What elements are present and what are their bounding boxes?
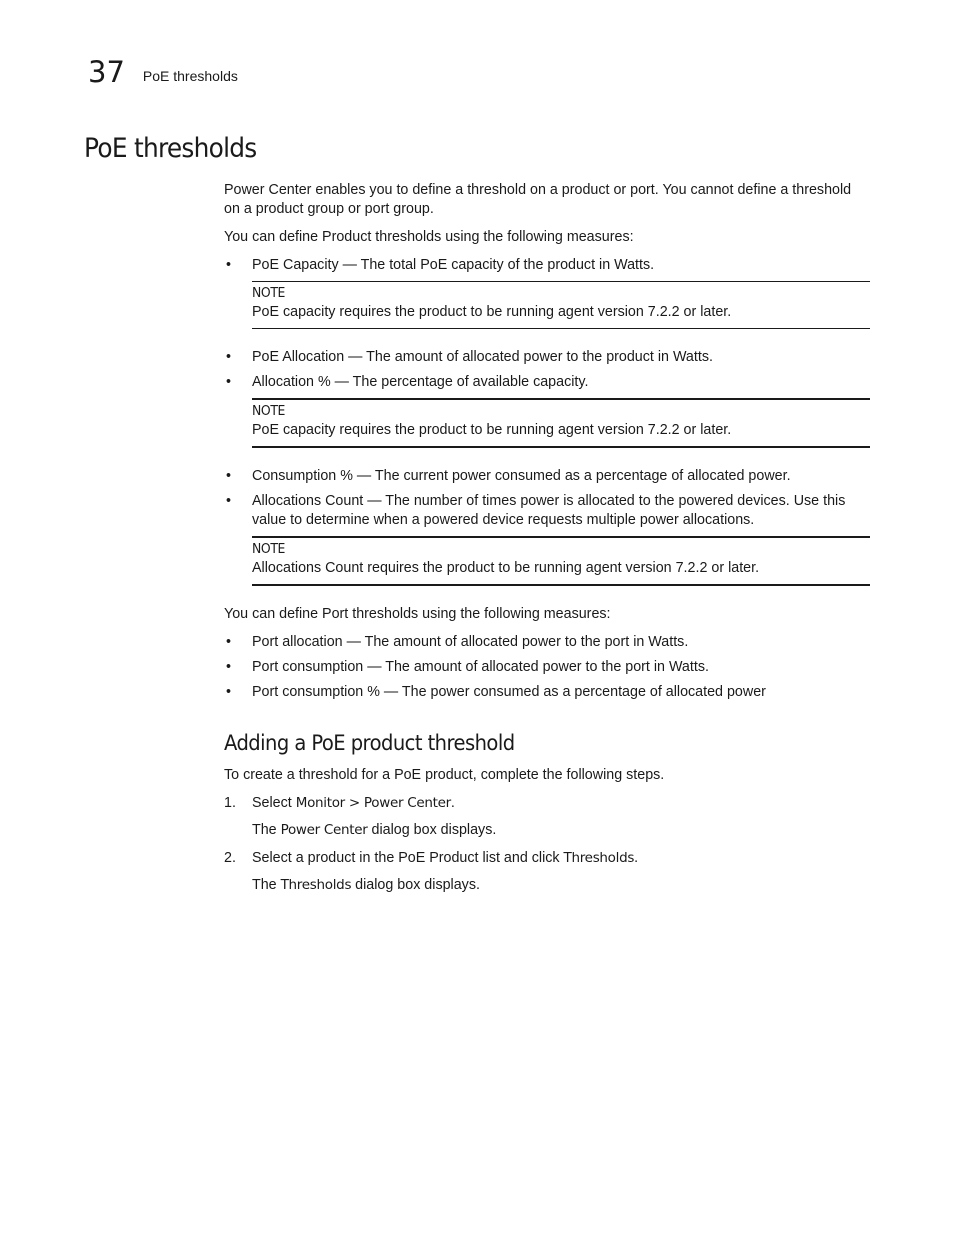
step-item: [224, 794, 870, 813]
note-label: NOTE: [252, 541, 286, 557]
note-text: Allocations Count requires the product to be running agent version 7.2.2 or later.: [252, 560, 760, 576]
bullet-icon: •: [226, 468, 232, 484]
list-item-text: Allocation % — The percentage of available capacity.: [252, 374, 589, 390]
step-number: 2.: [224, 850, 236, 866]
chapter-number: 37: [88, 55, 125, 89]
list-item: [224, 683, 870, 702]
list-item-text: Port consumption — The amount of allocated power to the port in Watts.: [252, 659, 709, 675]
bullet-icon: •: [226, 684, 232, 700]
list-item-text: Consumption % — The current power consumed as a percentage of allocated power.: [252, 468, 791, 484]
note-box: [252, 398, 870, 448]
step-result: [224, 821, 870, 840]
list-item: [224, 492, 870, 530]
intro-paragraph: Power Center enables you to define a threshold on a product or port. You cannot define a threshold on a product group or port group.: [224, 182, 852, 217]
step-text: Select: [252, 795, 296, 811]
list-item: [224, 373, 870, 392]
page-header: [88, 54, 238, 88]
list-item-text: PoE Allocation — The amount of allocated power to the product in Watts.: [252, 349, 713, 365]
note-box: [252, 281, 870, 329]
list-item-text: PoE Capacity — The total PoE capacity of the product in Watts.: [252, 257, 655, 273]
list-item: [224, 633, 870, 652]
step-number: 1.: [224, 795, 236, 811]
step-text-end: .: [634, 850, 639, 866]
note-text: PoE capacity requires the product to be running agent version 7.2.2 or later.: [252, 304, 732, 320]
note-label: NOTE: [252, 285, 286, 301]
step-result-text-end: dialog box displays.: [367, 822, 497, 838]
note-text: PoE capacity requires the product to be running agent version 7.2.2 or later.: [252, 422, 732, 438]
step-item: [224, 849, 870, 868]
step-result-text: The: [252, 822, 281, 838]
bullet-icon: •: [226, 634, 232, 650]
list-item: [224, 256, 870, 275]
bullet-icon: •: [226, 257, 232, 273]
ui-element-name: Thresholds: [563, 850, 635, 866]
section-intro: To create a threshold for a PoE product, complete the following steps.: [224, 767, 665, 783]
bullet-icon: •: [226, 493, 232, 509]
list-item: [224, 658, 870, 677]
ui-element-name: Monitor > Power Center: [295, 795, 451, 811]
list-item: [224, 348, 870, 367]
section-heading: Adding a PoE product threshold: [224, 731, 515, 755]
bullet-icon: •: [226, 374, 232, 390]
list-item-text: Allocations Count — The number of times power is allocated to the powered devices. Use this value to determine when a powered device requests multiple power allocations.: [252, 493, 846, 528]
step-text-end: .: [450, 795, 455, 811]
bullet-icon: •: [226, 659, 232, 675]
ui-element-name: Power Center: [280, 822, 368, 838]
product-thresholds-intro: You can define Product thresholds using the following measures:: [224, 229, 634, 245]
note-box: [252, 536, 870, 586]
step-text: Select a product in the PoE Product list and click: [252, 850, 564, 866]
note-label: NOTE: [252, 403, 286, 419]
list-item: [224, 467, 870, 486]
main-content: [224, 181, 870, 904]
ui-element-name: Thresholds: [280, 877, 352, 893]
port-thresholds-intro: You can define Port thresholds using the following measures:: [224, 606, 611, 622]
page-title: PoE thresholds: [84, 133, 257, 164]
step-result: [224, 876, 870, 895]
chapter-title: PoE thresholds: [142, 68, 238, 84]
list-item-text: Port allocation — The amount of allocated power to the port in Watts.: [252, 634, 689, 650]
bullet-icon: •: [226, 349, 232, 365]
step-result-text: The: [252, 877, 281, 893]
step-result-text-end: dialog box displays.: [351, 877, 480, 893]
list-item-text: Port consumption % — The power consumed as a percentage of allocated power: [252, 684, 766, 700]
